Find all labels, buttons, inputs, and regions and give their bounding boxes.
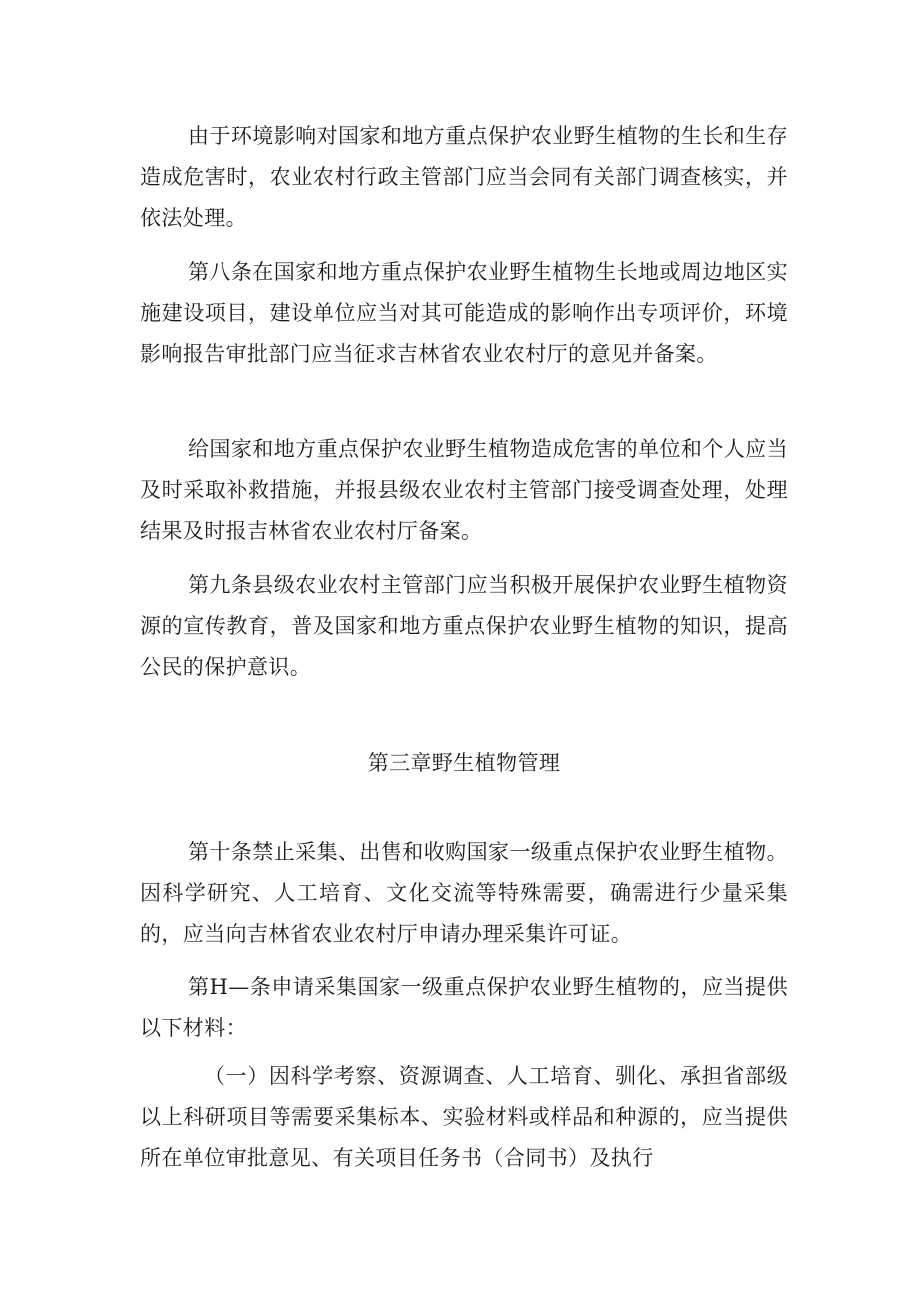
paragraph-article-10: 第十条禁止采集、出售和收购国家一级重点保护农业野生植物。因科学研究、人工培育、文化交流等特殊需要，确需进行少量采集的，应当向吉林省农业农村厅申请办理采集许可证。 <box>140 840 788 946</box>
paragraph-remedial-measures: 给国家和地方重点保护农业野生植物造成危害的单位和个人应当及时采取补救措施，并报县级农业农村主管部门接受调查处理，处理结果及时报吉林省农业农村厅备案。 <box>140 437 788 543</box>
paragraph-article-11: 第H—条申请采集国家一级重点保护农业野生植物的，应当提供以下材料： <box>140 975 788 1040</box>
paragraph-article-8: 第八条在国家和地方重点保护农业野生植物生长地或周边地区实施建设项目，建设单位应当对其可能造成的影响作出专项评价，环境影响报告审批部门应当征求吉林省农业农村厅的意见并备案。 <box>140 260 788 366</box>
paragraph-environment-impact: 由于环境影响对国家和地方重点保护农业野生植物的生长和生存造成危害时，农业农村行政主管部门应当会同有关部门调查核实，并依法处理。 <box>140 124 788 230</box>
paragraph-item-1: （一）因科学考察、资源调查、人工培育、驯化、承担省部级以上科研项目等需要采集标本、实验材料或样品和种源的，应当提供所在单位审批意见、有关项目任务书（合同书）及执行 <box>140 1064 788 1170</box>
chapter-heading: 第三章野生植物管理 <box>367 751 561 775</box>
paragraph-article-9: 第九条县级农业农村主管部门应当积极开展保护农业野生植物资源的宣传教育，普及国家和地方重点保护农业野生植物的知识，提高公民的保护意识。 <box>140 573 788 679</box>
